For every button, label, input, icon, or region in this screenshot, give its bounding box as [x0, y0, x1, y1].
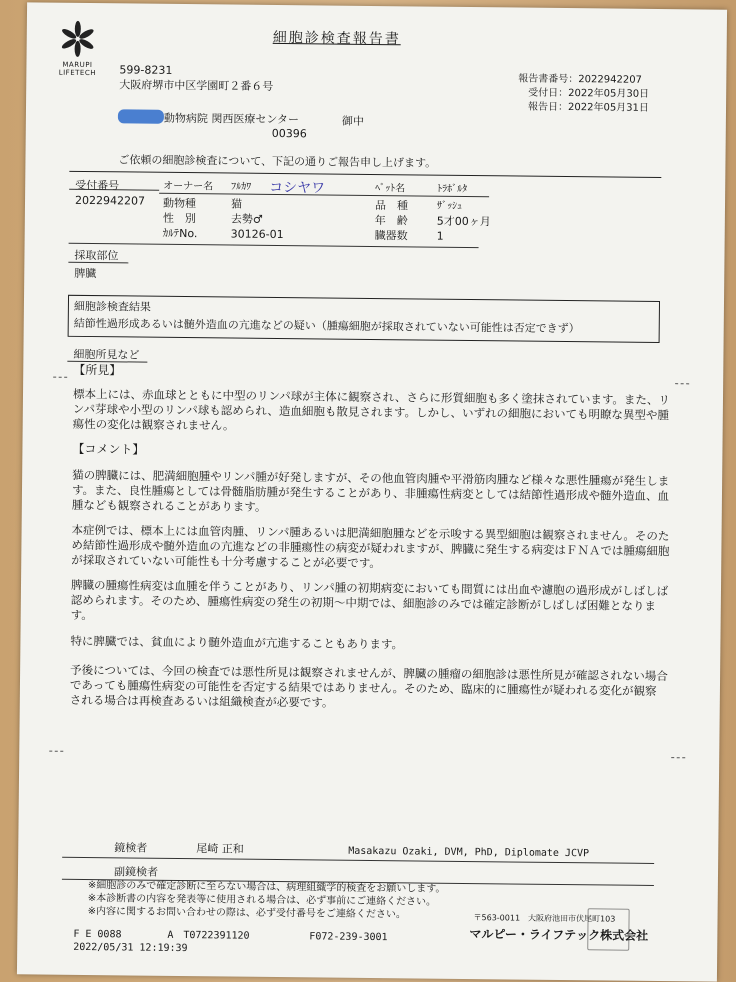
breed-label: 品 種: [374, 199, 409, 213]
timestamp: 2022/05/31 12:19:39: [73, 941, 188, 955]
postal-code: 599-8231: [119, 63, 173, 77]
organ-count: 1: [436, 229, 444, 243]
comment-paragraph-2: 本症例では、標本上には血管肉腫、リンパ腫あるいは肥満細胞腫などを示唆する異型細胞は観察されません。そのため結節性過形成や髄外造血の亢進などの非腫瘍性の病変が疑われますが、脾臓に発生する病変はＦＮＡでは腫瘍細胞が採取されていない可能性も十分考慮することが必要です。: [71, 522, 670, 571]
fax-code: F E 0088: [73, 928, 122, 941]
site-value: 脾臓: [74, 266, 97, 281]
logo-text-line2: LIFETECH: [58, 68, 97, 78]
note-3: ※内容に関するお問い合わせの際は、必ず受付番号をご連絡ください。: [87, 906, 407, 921]
owner-handwritten-name: コシヤワ: [269, 179, 326, 197]
report-sheet: [17, 2, 727, 981]
examiner-label: 鏡検者: [114, 841, 148, 855]
company-address: 〒563-0011 大阪府池田市伏尾町103: [473, 913, 616, 924]
report-number-label: 報告書番号：: [518, 73, 579, 86]
pet-name: ﾄﾗﾎﾞﾙﾀ: [437, 183, 468, 195]
honorific: 御中: [341, 114, 364, 128]
marupi-flower-logo-icon: [55, 19, 101, 59]
hospital-code: 00396: [271, 126, 307, 141]
comment-paragraph-5: 予後については、今回の検査では悪性所見は観察されませんが、脾臓の腫瘤の細胞診は悪性所見が確認されない場合であっても腫瘍性病変の可能性を否定する結果ではありません。そのため、臨床的に腫瘍性が疑われる変化が観察される場合は再検査あるいは組織検査が必要です。: [69, 662, 668, 710]
species-label: 動物種: [162, 196, 197, 211]
company-seal-stamp: [587, 908, 629, 950]
report-number-row: [518, 74, 642, 87]
divider: [68, 262, 128, 264]
lab-address: 大阪府堺市中区学園町２番６号: [119, 78, 274, 93]
intro-text: ご依頼の細胞診検査について、下記の通りご報告申し上げます。: [118, 153, 437, 170]
chart-number: 30126-01: [230, 227, 284, 242]
note-1: ※細胞診のみで確定診断に至らない場合は、病理組織学的検査をお願いします。: [87, 880, 446, 895]
chart-number-label: ｶﾙﾃNo.: [162, 226, 198, 241]
owner-label: オーナー名: [163, 180, 214, 193]
phone-code: F072-239-3001: [309, 931, 388, 944]
organ-count-label: 臓器数: [374, 229, 408, 243]
pet-name-label: ﾍﾟｯﾄ名: [375, 183, 406, 195]
received-date-row: [528, 88, 649, 101]
a-code: A T0722391120: [167, 929, 250, 942]
report-title: 細胞診検査報告書: [272, 29, 401, 48]
margin-mark: [675, 383, 689, 384]
sex: 去勢♂: [230, 212, 263, 226]
examiner-name: 尾崎 正和: [196, 842, 244, 856]
company-name: マルピー・ライフテック株式会社: [469, 927, 649, 943]
age-label: 年 齢: [374, 214, 408, 228]
result-text: 結節性過形成あるいは髄外造血の亢進などの疑い（腫瘍細胞が採取されていない可能性は否定できず）: [73, 316, 580, 336]
report-date-label: 報告日：: [527, 101, 569, 114]
site-label: 採取部位: [74, 248, 119, 263]
report-number: 2022942207: [578, 74, 643, 86]
examiner-name-en: Masakazu Ozaki, DVM, PhD, Diplomate JCVP: [348, 845, 590, 860]
divider: [69, 243, 479, 248]
report-date: 2022年05月31日: [567, 102, 649, 114]
divider: [69, 171, 661, 178]
margin-mark: [49, 751, 63, 752]
owner-name: ﾌﾙｶﾜ: [231, 181, 252, 193]
comment-paragraph-3: 脾臓の腫瘍性病変は血腫を伴うことがあり、リンパ腫の初期病変においても間質には出血や濾胞の過形成がしばしば認められます。そのため、腫瘍性病変の発生の初期～中期では、細胞診のみでは確定診断がしばしば困難となります。: [70, 577, 669, 623]
logo-text-line1: MARUPI: [62, 60, 93, 70]
comment-paragraph-4: 特に脾臓では、貧血により髄外造血が亢進することもあります。: [70, 633, 404, 652]
sub-examiner-label: 副鏡検者: [113, 865, 159, 879]
findings-heading: 【所見】: [73, 362, 122, 378]
sex-label: 性 別: [162, 211, 196, 226]
findings-label: 細胞所見など: [73, 347, 140, 362]
comment-heading: 【コメント】: [72, 441, 145, 457]
received-date-label: 受付日：: [528, 87, 569, 100]
received-date: 2022年05月30日: [568, 88, 650, 100]
receipt-number: 2022942207: [74, 193, 146, 208]
hospital-name: 動物病院 関西医療センター: [163, 111, 300, 127]
comment-paragraph-1: 猫の脾臓には、肥満細胞腫やリンパ腫が好発しますが、その他血管肉腫や平滑筋肉腫など様々な悪性腫瘍が発生します。また、良性腫瘍としては骨髄脂肪腫が発生することがあり、非腫瘍性病変としては結節性過形成や髄外造血、血腫なども観察されることがあります。: [71, 467, 670, 514]
breed: ｻﾞｯｼｭ: [436, 200, 463, 212]
findings-paragraph: 標本上には、赤血球とともに中型のリンパ球が主体に観察され、さらに形質細胞も多く塗抹されています。また、リンパ芽球や小型のリンパ球も認められ、造血細胞も散見されます。しかし、いずれの細胞においても明瞭な異型や腫瘍性の変化は観察されません。: [72, 386, 671, 433]
species: 猫: [230, 197, 243, 211]
age: 5才00ヶ月: [436, 214, 491, 229]
note-2: ※本診断書の内容を発表等に使用される場合は、必ず事前にご連絡ください。: [87, 893, 437, 908]
redaction-mark: [118, 109, 164, 123]
receipt-number-label: 受付番号: [75, 178, 120, 193]
margin-mark: [53, 377, 67, 378]
margin-mark: [671, 757, 685, 758]
report-date-row: [528, 102, 649, 115]
result-label: 細胞診検査結果: [73, 299, 151, 314]
